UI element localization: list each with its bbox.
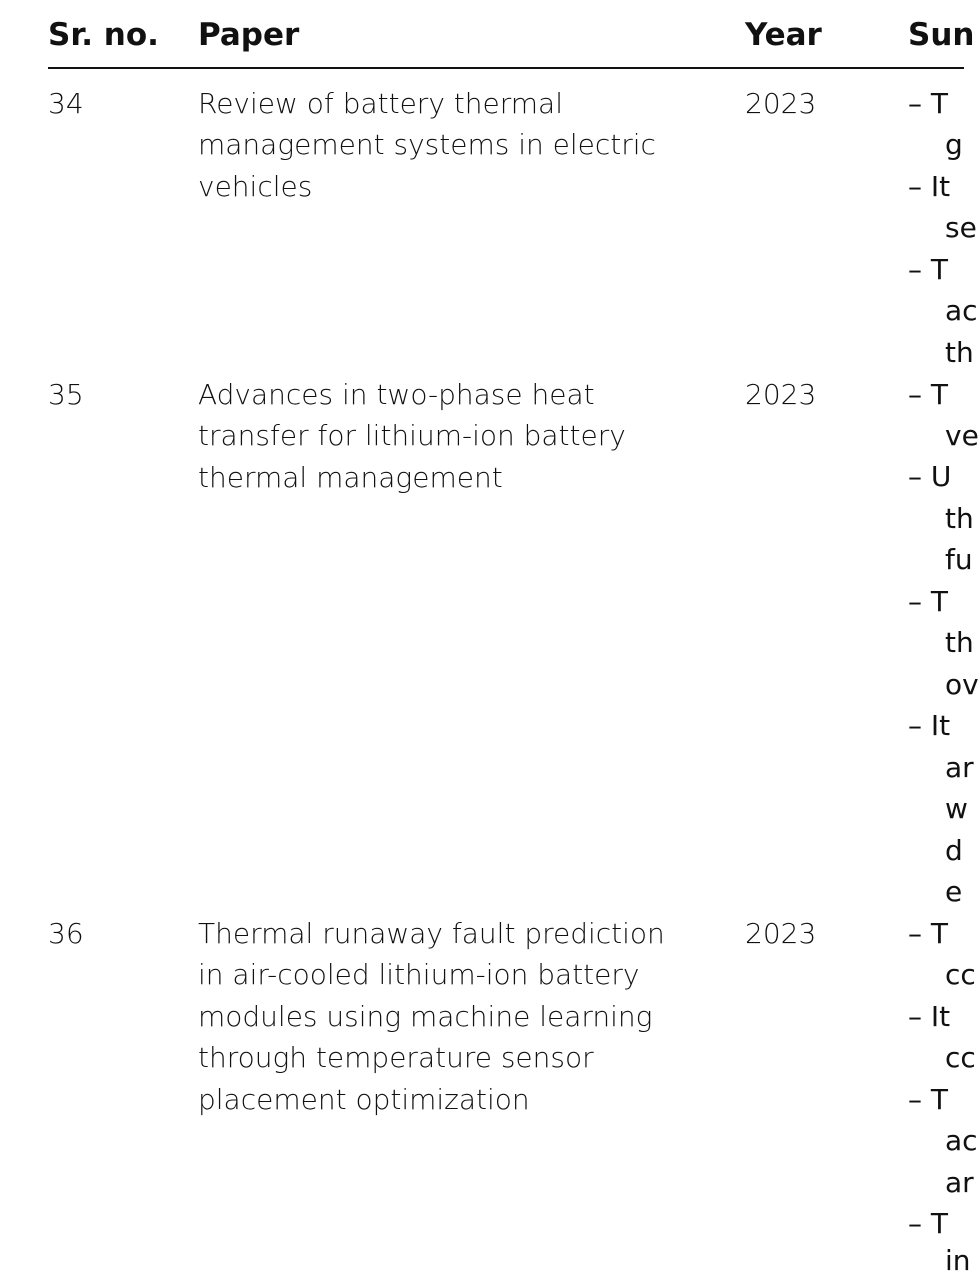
- summary-line: – T: [908, 917, 949, 950]
- row-34-sr-no: 34: [48, 87, 84, 120]
- column-header-paper: Paper: [198, 17, 300, 53]
- column-header-sr-no: Sr. no.: [48, 17, 159, 53]
- summary-line: – T: [908, 378, 949, 411]
- row-36-sr-no: 36: [48, 917, 84, 950]
- row-35-paper-title: Advances in two-phase heat transfer for lithium-ion battery thermal management: [198, 378, 626, 494]
- summary-line: th: [945, 626, 974, 659]
- row-35-year: 2023: [745, 378, 817, 411]
- summary-line: ov: [945, 668, 979, 701]
- summary-line: – T: [908, 87, 949, 120]
- summary-line: – T: [908, 585, 949, 618]
- summary-line: – T: [908, 1207, 949, 1240]
- column-header-summary: Sun: [908, 17, 975, 53]
- summary-line: – T: [908, 253, 949, 286]
- summary-line: – It: [908, 1000, 951, 1033]
- column-header-year: Year: [745, 17, 822, 53]
- row-36-year: 2023: [745, 917, 817, 950]
- summary-line: – U: [908, 460, 952, 493]
- summary-line: g: [945, 128, 963, 161]
- summary-line: ac: [945, 294, 978, 327]
- summary-line: d: [945, 834, 963, 867]
- summary-line: th: [945, 336, 974, 369]
- summary-line: fu: [945, 543, 973, 576]
- summary-line: ve: [945, 419, 979, 452]
- summary-line: in: [945, 1244, 971, 1277]
- summary-line: ar: [945, 751, 974, 784]
- row-35-sr-no: 35: [48, 378, 84, 411]
- summary-line: e: [945, 875, 963, 908]
- row-36-paper-title: Thermal runaway fault prediction in air-cooled lithium-ion battery modules using machine learning through temperature sensor placement optimization: [198, 917, 665, 1116]
- summary-line: w: [945, 792, 968, 825]
- summary-line: ac: [945, 1124, 978, 1157]
- summary-line: – It: [908, 709, 951, 742]
- header-rule: [48, 67, 964, 69]
- summary-line: – It: [908, 170, 951, 203]
- summary-line: cc: [945, 958, 976, 991]
- summary-line: th: [945, 502, 974, 535]
- row-34-paper-title: Review of battery thermal management systems in electric vehicles: [198, 87, 656, 203]
- summary-line: – T: [908, 1083, 949, 1116]
- row-34-year: 2023: [745, 87, 817, 120]
- summary-line: se: [945, 211, 977, 244]
- summary-line: ar: [945, 1166, 974, 1199]
- summary-line: cc: [945, 1041, 976, 1074]
